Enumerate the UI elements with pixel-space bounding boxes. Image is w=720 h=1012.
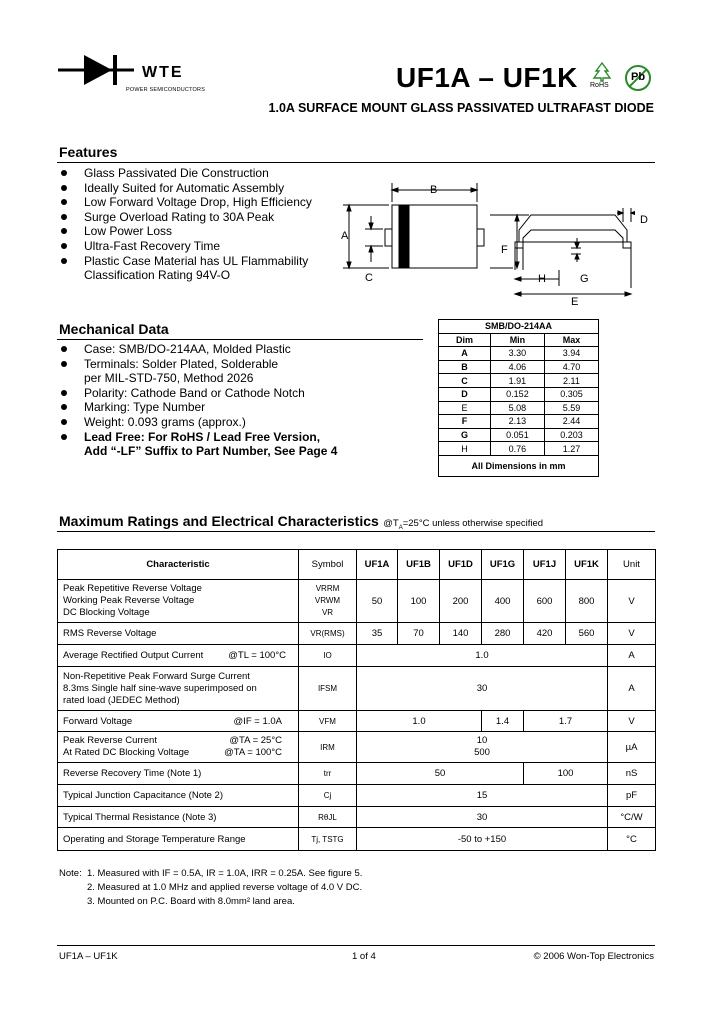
column-header: Min <box>490 333 544 347</box>
ratings-rule <box>57 531 655 532</box>
table-row: Non-Repetitive Peak Forward Surge Current 8.3ms Single half sine-wave superimposed on rated load (JEDEC Method) IFSM 30 A <box>58 667 656 711</box>
rohs-label: RoHS <box>590 82 609 89</box>
dimension-table <box>438 319 599 477</box>
column-header: UF1J <box>524 550 566 580</box>
pb-free-badge <box>624 64 652 92</box>
column-header: UF1K <box>566 550 608 580</box>
rohs-badge <box>590 62 618 92</box>
table-row: Average Rectified Output Current @TL = 100°C IO 1.0 A <box>58 645 656 667</box>
dimension-table-footer: All Dimensions in mm <box>439 455 599 476</box>
column-header: Max <box>544 333 598 347</box>
logo-tagline: POWER SEMICONDUCTORS <box>126 87 206 93</box>
column-header: UF1B <box>398 550 440 580</box>
list-item: Weight: 0.093 grams (approx.) <box>59 415 429 430</box>
list-item: Marking: Type Number <box>59 400 429 415</box>
dim-label-a: A <box>341 230 349 242</box>
mechanical-list <box>59 342 429 459</box>
features-rule <box>57 162 655 163</box>
notes-label: Note: <box>59 868 82 879</box>
column-header: UF1G <box>482 550 524 580</box>
product-subtitle: 1.0A SURFACE MOUNT GLASS PASSIVATED ULTRAFAST DIODE <box>268 101 654 115</box>
dim-label-h: H <box>538 273 546 285</box>
logo-wordmark: WTE <box>142 64 184 81</box>
ratings-table <box>57 549 656 851</box>
pb-label: Pb <box>631 71 646 83</box>
footer-page-number: 1 of 4 <box>352 951 376 962</box>
list-item: Case: SMB/DO-214AA, Molded Plastic <box>59 342 429 357</box>
column-header: Symbol <box>299 550 357 580</box>
table-row: H 0.76 1.27 <box>439 442 599 456</box>
table-row: Typical Junction Capacitance (Note 2) Cj 15 pF <box>58 785 656 807</box>
package-outline-diagram <box>335 178 635 308</box>
table-row: Typical Thermal Resistance (Note 3) RθJL 30 °C/W <box>58 807 656 828</box>
table-row: D 0.152 0.305 <box>439 387 599 401</box>
table-row: Peak Reverse Current @TA = 25°C At Rated DC Blocking Voltage @TA = 100°C IRM 10 500 µA <box>58 732 656 763</box>
table-row: B 4.06 4.70 <box>439 360 599 374</box>
column-header: Dim <box>439 333 491 347</box>
footer-copyright: © 2006 Won-Top Electronics <box>533 951 654 962</box>
dim-label-c: C <box>365 272 373 284</box>
list-item: Plastic Case Material has UL Flammability <box>59 254 379 269</box>
dim-label-d-text: D <box>640 214 648 226</box>
rohs-tree-icon <box>592 62 612 82</box>
list-item: Lead Free: For RoHS / Lead Free Version, <box>59 430 429 445</box>
list-item: Add “-LF” Suffix to Part Number, See Page 4 <box>84 444 338 459</box>
ratings-heading: Maximum Ratings and Electrical Characteristics <box>59 513 379 529</box>
table-row: Operating and Storage Temperature Range Tj, TSTG -50 to +150 °C <box>58 828 656 851</box>
table-row: Forward Voltage @IF = 1.0A VFM 1.0 1.4 1.7 V <box>58 711 656 732</box>
table-row: E 5.08 5.59 <box>439 401 599 415</box>
features-heading: Features <box>59 144 118 160</box>
note-1: 1. Measured with IF = 0.5A, IR = 1.0A, IRR = 0.25A. See figure 5. <box>87 868 363 879</box>
table-row: Peak Repetitive Reverse Voltage Working Peak Reverse Voltage DC Blocking Voltage VRRM VRWM VR 50 100 200 400 600 800 V <box>58 580 656 623</box>
features-list <box>59 166 379 283</box>
note-3: 3. Mounted on P.C. Board with 8.0mm² land area. <box>87 896 295 907</box>
company-logo <box>58 52 218 98</box>
list-item: Glass Passivated Die Construction <box>59 166 379 181</box>
column-header: Characteristic <box>58 550 299 580</box>
table-header-row <box>58 550 656 580</box>
column-header: UF1A <box>357 550 398 580</box>
list-item: Low Forward Voltage Drop, High Efficiency <box>59 195 379 210</box>
list-item: Low Power Loss <box>59 224 379 239</box>
list-item: Surge Overload Rating to 30A Peak <box>59 210 379 225</box>
diode-symbol-icon <box>58 52 134 88</box>
ratings-condition: $@T_A=25^\circ C$ unless otherwise specified <box>383 518 544 531</box>
ratings-heading-line <box>59 513 543 531</box>
list-item: per MIL-STD-750, Method 2026 <box>84 371 254 386</box>
dim-label-e: E <box>571 296 579 308</box>
footer-left: UF1A – UF1K <box>59 951 118 962</box>
table-row: A 3.30 3.94 <box>439 347 599 361</box>
table-row: RMS Reverse Voltage VR(RMS) 35 70 140 280 420 560 V <box>58 623 656 645</box>
list-item: Classification Rating 94V-O <box>84 268 231 283</box>
table-row: F 2.13 2.44 <box>439 415 599 429</box>
footer-rule <box>57 945 655 946</box>
table-row: G 0.051 0.203 <box>439 428 599 442</box>
part-title: UF1A – UF1K <box>396 62 578 93</box>
column-header: UF1D <box>440 550 482 580</box>
dimension-table-title: SMB/DO-214AA <box>439 320 599 334</box>
note-2: 2. Measured at 1.0 MHz and applied reverse voltage of 4.0 V DC. <box>87 882 363 893</box>
column-header: Unit <box>608 550 656 580</box>
list-item: Ultra-Fast Recovery Time <box>59 239 379 254</box>
list-item: Terminals: Solder Plated, Solderable <box>59 357 429 372</box>
list-item: Ideally Suited for Automatic Assembly <box>59 181 379 196</box>
mechanical-rule <box>57 339 423 340</box>
dim-label-b: B <box>430 184 438 196</box>
dim-label-g: G <box>580 273 589 285</box>
table-row: C 1.91 2.11 <box>439 374 599 388</box>
dim-label-f: F <box>501 244 508 256</box>
list-item: Polarity: Cathode Band or Cathode Notch <box>59 386 429 401</box>
mechanical-heading: Mechanical Data <box>59 321 169 337</box>
table-row: Reverse Recovery Time (Note 1) trr 50 100 nS <box>58 763 656 785</box>
